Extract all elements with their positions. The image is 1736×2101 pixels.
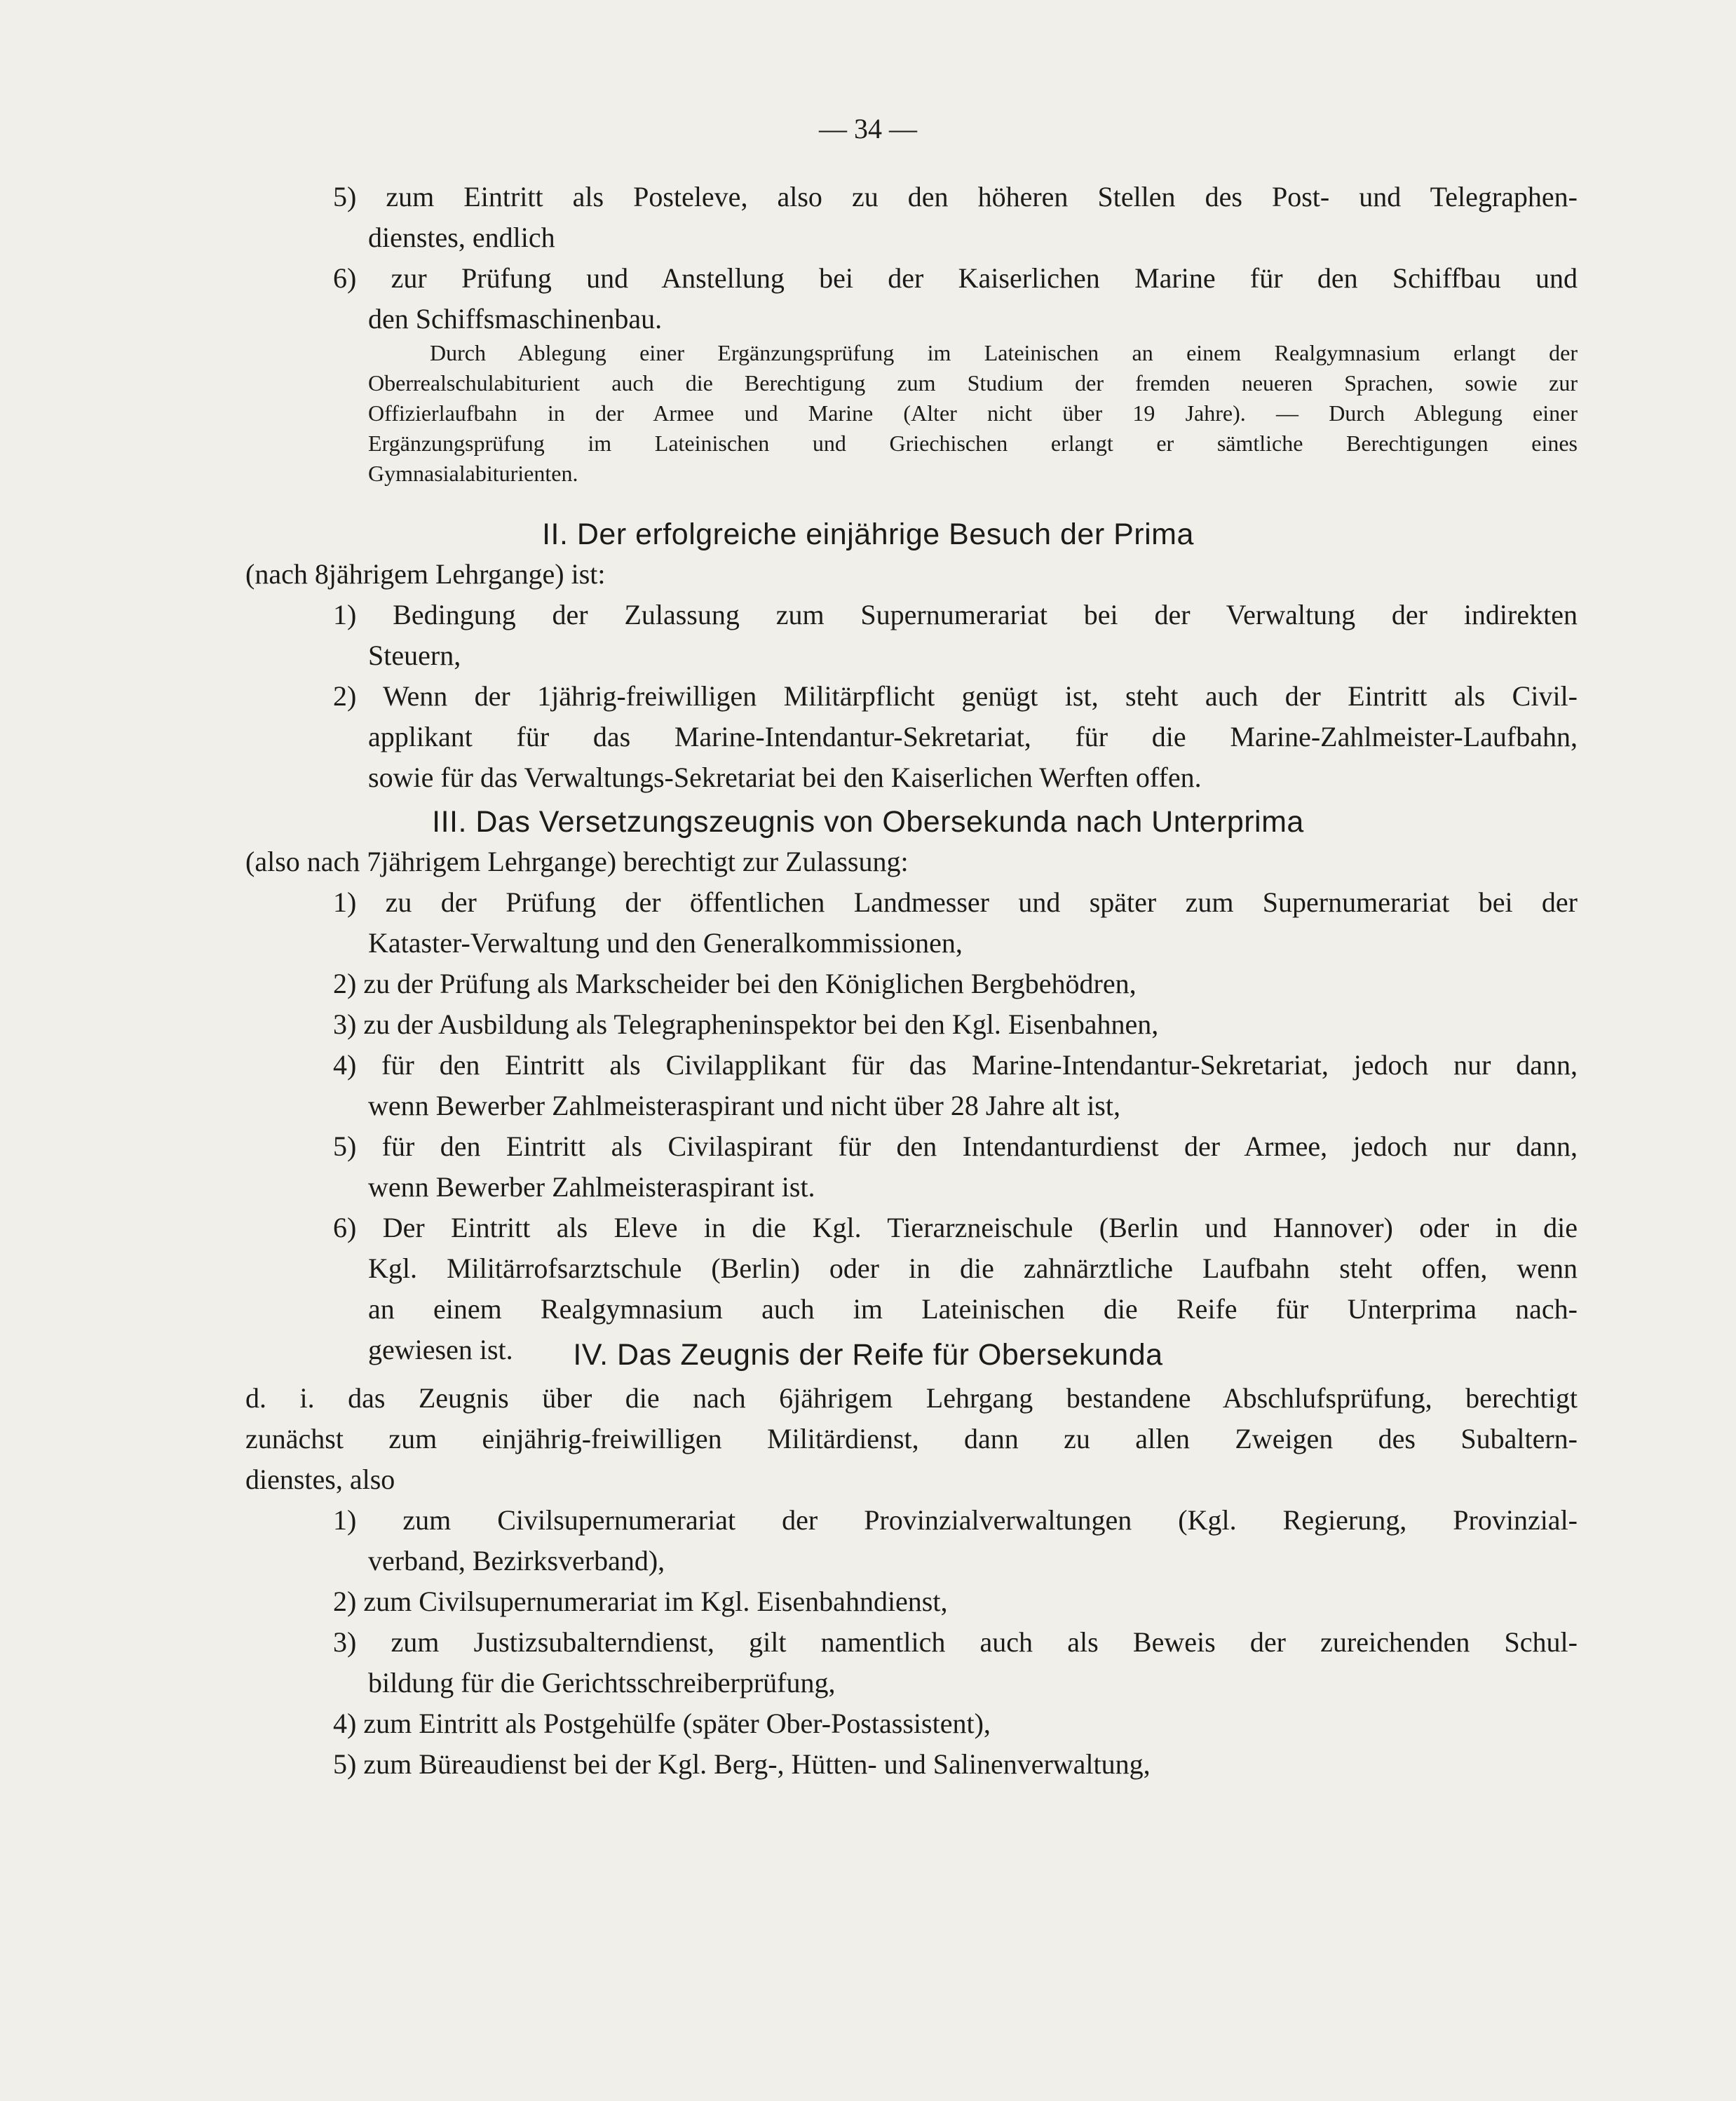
section-iii-heading: III. Das Versetzungszeugnis von Obersekunda nach Unterprima bbox=[432, 805, 1304, 839]
section-intro: dienstes, also bbox=[245, 1464, 395, 1495]
list-item-continuation: applikant für das Marine-Intendantur-Sekretariat, für die Marine-Zahlmeister-Laufbahn, bbox=[368, 721, 1578, 752]
list-item: 6) Der Eintritt als Eleve in die Kgl. Tierarzneischule (Berlin und Hannover) oder in die bbox=[333, 1212, 1578, 1243]
list-item: 4) für den Eintritt als Civilapplikant für das Marine-Intendantur-Sekretariat, jedoch nur dann, bbox=[333, 1049, 1578, 1081]
list-item-continuation: bildung für die Gerichtsschreiberprüfung, bbox=[368, 1667, 836, 1698]
list-item-continuation: Kataster-Verwaltung und den Generalkommissionen, bbox=[368, 927, 963, 959]
list-item: 3) zum Justizsubalterndienst, gilt namentlich auch als Beweis der zureichenden Schul- bbox=[333, 1626, 1578, 1658]
list-item-continuation: Kgl. Militärrofsarztschule (Berlin) oder in die zahnärztliche Laufbahn steht offen, wenn bbox=[368, 1252, 1578, 1284]
footnote-line: Durch Ablegung einer Ergänzungsprüfung im Lateinischen an einem Realgymnasium erlangt der bbox=[430, 340, 1578, 365]
list-item: 1) zu der Prüfung der öffentlichen Landmesser und später zum Supernumerariat bei der bbox=[333, 886, 1578, 918]
list-item: 4) zum Eintritt als Postgehülfe (später Ober-Postassistent), bbox=[333, 1708, 991, 1739]
list-item: 3) zu der Ausbildung als Telegrapheninspektor bei den Kgl. Eisenbahnen, bbox=[333, 1008, 1159, 1040]
footnote-line: Offizierlaufbahn in der Armee und Marine (Alter nicht über 19 Jahre). — Durch Ablegung einer bbox=[368, 400, 1578, 426]
section-intro: d. i. das Zeugnis über die nach 6jährigem Lehrgang bestandene Abschlufsprüfung, berechtigt bbox=[245, 1382, 1578, 1414]
list-item: 5) für den Eintritt als Civilaspirant für den Intendanturdienst der Armee, jedoch nur dann, bbox=[333, 1130, 1578, 1162]
list-item-continuation: an einem Realgymnasium auch im Lateinischen die Reife für Unterprima nach- bbox=[368, 1293, 1578, 1325]
list-item-continuation: Steuern, bbox=[368, 640, 461, 671]
list-item-continuation: wenn Bewerber Zahlmeisteraspirant und nicht über 28 Jahre alt ist, bbox=[368, 1090, 1120, 1121]
list-item-continuation: verband, Bezirksverband), bbox=[368, 1545, 665, 1576]
list-item-continuation: wenn Bewerber Zahlmeisteraspirant ist. bbox=[368, 1171, 815, 1203]
section-iv-heading: IV. Das Zeugnis der Reife für Obersekunda bbox=[573, 1338, 1163, 1372]
list-item-continuation: sowie für das Verwaltungs-Sekretariat bei den Kaiserlichen Werften offen. bbox=[368, 762, 1202, 793]
section-ii-heading: II. Der erfolgreiche einjährige Besuch der Prima bbox=[542, 518, 1194, 551]
footnote bbox=[368, 338, 1578, 489]
section-ii-body bbox=[245, 554, 1578, 798]
list-item: 5) zum Eintritt als Posteleve, also zu den höheren Stellen des Post- und Telegraphen- bbox=[333, 181, 1578, 212]
list-item-continuation: den Schiffsmaschinenbau. bbox=[368, 303, 663, 335]
list-item: 5) zum Büreaudienst bei der Kgl. Berg-, Hütten- und Salinenverwaltung, bbox=[333, 1748, 1151, 1780]
list-item: 1) zum Civilsupernumerariat der Provinzialverwaltungen (Kgl. Regierung, Provinzial- bbox=[333, 1504, 1578, 1536]
footnote-line: Ergänzungsprüfung im Lateinischen und Griechischen erlangt er sämtliche Berechtigungen eines bbox=[368, 431, 1578, 456]
section-iii-body bbox=[245, 842, 1578, 1370]
section-i-tail bbox=[245, 177, 1578, 339]
list-item: 2) zu der Prüfung als Markscheider bei den Königlichen Bergbehödren, bbox=[333, 968, 1137, 999]
footnote-line: Oberrealschulabiturient auch die Berechtigung zum Studium der fremden neueren Sprachen, sowie zur bbox=[368, 370, 1578, 396]
section-intro: (also nach 7jährigem Lehrgange) berechtigt zur Zulassung: bbox=[245, 846, 909, 877]
list-item: 1) Bedingung der Zulassung zum Supernumerariat bei der Verwaltung der indirekten bbox=[333, 599, 1578, 630]
list-item: 6) zur Prüfung und Anstellung bei der Kaiserlichen Marine für den Schiffbau und bbox=[333, 262, 1578, 294]
footnote-line: Gymnasialabiturienten. bbox=[368, 461, 578, 486]
list-item-continuation: gewiesen ist. bbox=[368, 1334, 513, 1365]
page-number: — 34 — bbox=[819, 113, 917, 144]
list-item: 2) Wenn der 1jährig-freiwilligen Militärpflicht genügt ist, steht auch der Eintritt als Civil- bbox=[333, 680, 1578, 712]
list-item-continuation: dienstes, endlich bbox=[368, 222, 555, 253]
section-iv-body bbox=[245, 1378, 1578, 1785]
list-item: 2) zum Civilsupernumerariat im Kgl. Eisenbahndienst, bbox=[333, 1586, 948, 1617]
section-intro: zunächst zum einjährig-freiwilligen Militärdienst, dann zu allen Zweigen des Subaltern- bbox=[245, 1423, 1578, 1454]
section-intro: (nach 8jährigem Lehrgange) ist: bbox=[245, 558, 606, 590]
